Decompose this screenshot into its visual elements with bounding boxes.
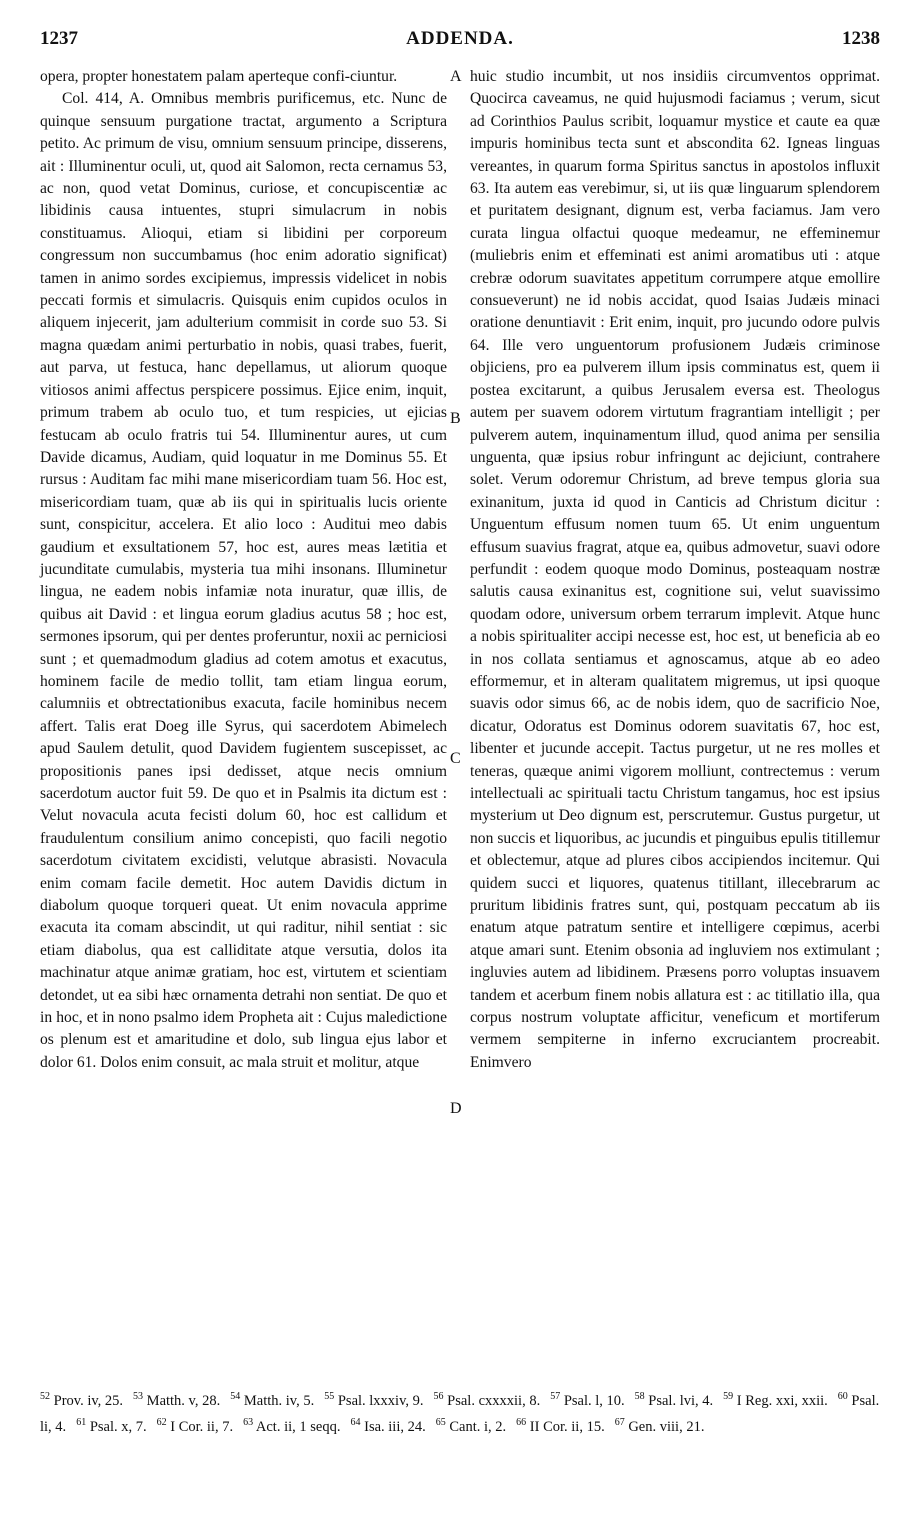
footnote-number: 57 [550, 1391, 561, 1402]
left-paragraph-2: Col. 414, A. Omnibus membris purificemus, etc. Nunc de quinque sensuum purgatione tractat, argumento a Scriptura petito. Ac primum de visu, omnium sensuum principe, disserens, ait : Illuminentur oculi, ut, quod ait Salomon, recta cernamus 53, ac non, quod vetat Dominus, curiose, et concupiscentiæ ac libidinis causa intuentes, stupri simulacrum in nobis constituamus. Alioqui, etiam si libidini per corporeum congressum non succumbamus (hoc enim adoratio significat) tamen in animo sordes excipiemus, impressis videlicet in nobis peccati formis et simulacris. Quisquis enim cupidos oculos in aliquem injecerit, jam adulterium commisit in corde suo 53. Si magna quædam animi perturbatio in nobis, quasi trabes, fuerit, aut parva, ut festuca, hanc depellamus, ut aliorum quoque vitiosos animi affectus perspicere possimus. Ejice enim, inquit, primum trabem ab oculo tuo, et tum respicies, ut ejicias festucam ab oculo fratris tui 54. Illuminentur aures, ut cum Davide dicamus, Audiam, quid loquatur in me Dominus 55. Et rursus : Auditam fac mihi mane misericordiam tuam 56. Hoc est, misericordiam tuam, quæ ab iis qui in spiritualis lucis oriente sunt, conspicitur, accelera. Et alio loco : Auditui meo dabis gaudium et exsultationem 57, hoc est, aures meas lætitia et jucunditate cumulabis, mysteria tua mihi insonans. Illuminetur lingua, ne eadem nobis infamiæ nota inuratur, quæ illis, de quibus ait David : et lingua eorum gladius acutus 58 ; hoc est, sermones ipsorum, qui per dentes proferuntur, noxii ac perniciosi sunt ; et quemadmodum gladius ad cotem amotus et exacutus, hominem facile de medio tollit, tam etiam lingua eorum, calumniis et obtrectationibus exacuta, facile hominibus necem affert. Talis erat Doeg ille Syrus, qui sacerdotem Abimelech apud Saulem detulit, quod Davidem fugientem suscepisset, ac propositionis panes ipsi dedisset, atque necis omnium sacerdotum auctor fuit 59. De quo et in Psalmis ita dictum est : Velut novacula acuta fecisti dolum 60, hoc est callidum et fraudulentum consilium animo concepisti, quo facili negotio sacerdotum civitatem excidisti, velutque abrasisti. Novacula enim comam facile demetit. Hoc autem Davidis dictum in diabolum quoque torqueri queat. Ut enim novacula apprime exacuta ita comam abscindit, ut qui raditur, nihil sentiat : sic etiam diabolus, qua est calliditate atque versutia, dolos ita machinatur atque animæ gratiam, hoc est, virtutem et scientiam detondet, ut ea sibi hæc ornamenta detrahi non sentiat. De quo et in hoc, et in nono psalmo idem Propheta ait : Cujus maledictione os plenum est et amaritudine et dolo, sub lingua ejus labor et dolor 61. Dolos enim consuit, ac mala struit et molitur, atque [40, 90, 447, 1071]
footnote-57 [550, 1393, 624, 1409]
footnote-text: I Reg. xxi, xxii. [733, 1392, 828, 1409]
footnote-59 [723, 1393, 828, 1409]
footnote-52 [40, 1393, 123, 1409]
footnote-61 [76, 1416, 147, 1435]
footnote-number: 65 [435, 1416, 446, 1428]
footnote-text: Psal. lxxxiv, 9. [334, 1392, 424, 1409]
footnote-63 [243, 1416, 341, 1435]
footnote-65 [435, 1416, 507, 1435]
margin-marker-b: B [450, 410, 461, 427]
footnote-62 [156, 1416, 234, 1435]
footnote-text: Psal. cxxxxii, 8. [443, 1392, 541, 1409]
margin-marker-a: A [450, 68, 462, 85]
footnote-58 [635, 1393, 713, 1409]
left-column [40, 66, 447, 1074]
footnote-56 [434, 1393, 541, 1409]
footnote-text: Psal. lvi, 4. [644, 1392, 714, 1409]
footnote-text: II Cor. ii, 15. [526, 1418, 605, 1435]
footnote-number: 61 [76, 1416, 87, 1428]
footnote-54 [230, 1393, 314, 1409]
footnote-number: 54 [230, 1391, 241, 1402]
footnote-64 [350, 1416, 426, 1435]
footnote-55 [324, 1393, 423, 1409]
left-page-number: 1237 [40, 28, 78, 49]
footnote-67 [614, 1416, 705, 1435]
running-title: ADDENDA. [406, 28, 514, 49]
footnote-text: Psal. l, 10. [560, 1392, 625, 1409]
footnote-number: 63 [243, 1416, 254, 1428]
footnote-53 [133, 1393, 220, 1409]
margin-marker-c: C [450, 750, 461, 767]
footnote-text: Gen. viii, 21. [624, 1418, 705, 1435]
right-page-number: 1238 [842, 28, 880, 49]
footnote-text: Act. ii, 1 seqq. [253, 1418, 341, 1435]
footnote-66 [516, 1416, 605, 1435]
footnote-text: Cant. i, 2. [445, 1418, 507, 1435]
footnote-number: 56 [433, 1391, 444, 1402]
footnote-number: 66 [516, 1416, 527, 1428]
right-column [470, 66, 880, 1074]
footnote-number: 62 [156, 1416, 167, 1428]
margin-marker-d: D [450, 1100, 462, 1117]
left-paragraph-1: opera, propter honestatem palam aperteque confi-ciuntur. [40, 68, 398, 85]
footnotes [40, 1386, 885, 1438]
footnote-text: Isa. iii, 24. [360, 1418, 426, 1435]
footnote-number: 53 [133, 1391, 144, 1402]
footnote-text: Psal. li, 4. [40, 1392, 880, 1435]
footnote-text: Prov. iv, 25. [50, 1392, 124, 1409]
footnote-number: 58 [634, 1391, 645, 1402]
footnote-number: 64 [350, 1416, 361, 1428]
footnote-number: 55 [324, 1391, 335, 1402]
footnote-number: 59 [723, 1391, 734, 1402]
footnote-text: Matth. v, 28. [143, 1392, 221, 1409]
page-header [40, 28, 880, 58]
footnote-number: 52 [40, 1391, 50, 1402]
footnote-text: I Cor. ii, 7. [166, 1418, 234, 1435]
right-paragraph-1: huic studio incumbit, ut nos insidiis circumventos opprimat. Quocirca caveamus, ne quid hujusmodi faciamus ; verum, sicut ad Corinthios Paulus scribit, loquamur mystice et caute ea quæ impuris hominibus tecta sunt et abscondita 62. Igneas linguas vereantes, in quarum forma Spiritus sanctus in apostolos influxit 63. Ita autem eas verebimur, si, ut iis quæ linguarum splendorem et puritatem designant, dignum est, verba faciamus. Jam vero curata lingua olfactui quoque medeamur, ne effeminemur (muliebris enim et effeminati est animi aromatibus uti : atque crebræ odorum suavitates appetitum corrumpere atque emollire consueverunt) ne id nobis accidat, quod Isaias Judæis minaci oratione denuntiavit : Erit enim, inquit, pro jucundo odore pulvis 64. Ille vero unguentorum profusionem Judæis criminose objiciens, pro ea pulverem illum ipsis comminatus est, quem ii postea excitarunt, a quibus Jerusalem eversa est. Theologus autem per suavem odorem virtutum fragrantiam intelligit ; per pulverem autem, inquinamentum illud, quod anima per sensilia unguenta, quæ ipsius robur infringunt ac dejiciunt, contrahere solet. Verum odoremur Christum, ad breve tempus gloria sua exinanitum, juxta id quod in Canticis ad Christum dicitur : Unguentum effusum nomen tuum 65. Ut enim unguentum effusum suavius fragrat, atque ea, quibus admovetur, suavi odore perfundit : eodem quoque modo Dominus, posteaquam nostræ salutis causa exinanitus est, cognitione sui, velut suavissimo quodam odore, universum orbem terrarum implevit. Atque hunc a nobis spiritualiter accipi necesse est, hoc est, ut beneficia ab eo in nos collata sentiamus et agnoscamus, atque ab eo adeo efformemur, et in alteram qualitatem migremus, ut ipsi quoque suavis odor simus 66, ac de nobis idem, quo de sacrificio Noe, dicatur, Odoratus est Dominus odorem suavitatis 67, hoc est, libenter et jucunde accepit. Tactus purgetur, ut ne res molles et teneras, quæque animi vigorem molliunt, contrectemus : verum intellectuali ac spirituali tactu Christum tangamus, hoc est ipsius mysterium ut Deo dignum est, perscrutemur. Gustus purgetur, ut non succis et liquoribus, ac jucundis et pinguibus epulis titillemur et oblectemur, atque ad plures cibos accipiendos incitemur. Qui quidem succi et liquores, quatenus titillant, illecebrarum ac pruritum libidinis fratres sunt, qui, postquam peccatum ab iis enatum atque patratum sentire et intelligere cœpimus, acerbi atque amari sunt. Etenim obsonia ad ingluviem nos extimulant ; ingluvies autem ad libidinem. Præsens porro voluptas insuavem tandem et acerbum finem nobis allatura est : ac titillatio illa, qua corpus nostrum voluptate afficitur, veneficum et mortiferum vermem sempiterne in inferno excruciantem procreabit. Enimvero [470, 68, 880, 1071]
footnote-text: Matth. iv, 5. [240, 1392, 315, 1409]
footnote-number: 67 [614, 1416, 625, 1428]
footnote-text: Psal. x, 7. [86, 1418, 147, 1435]
footnote-number: 60 [837, 1391, 848, 1402]
